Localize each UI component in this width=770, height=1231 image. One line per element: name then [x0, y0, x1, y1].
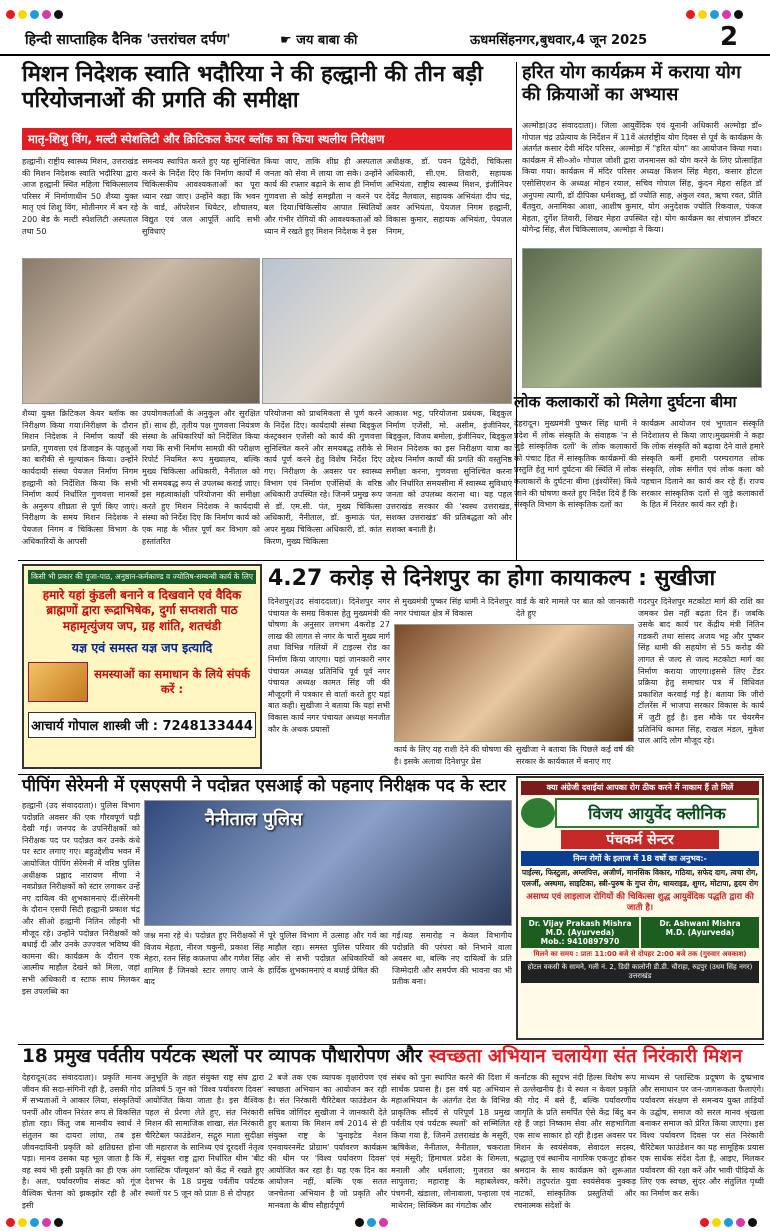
story6-col2: अनुभूति के तहत संयुक्त राष्ट्र संघ द्वारा प्रतिवर्ष 5 जून को 'विश्व पर्यावरण दिवस' आयोजित किया जाता है। इस वैश्विक पहल से प्रेरणा लेते हुए, संत निरंकारी मिशन की सामाजिक शाखा, संत निरंकारी चैरिटेबल फाउंडेशन, सद्गुरु माता सुदीक्षा जी महाराज के सानिध्य एवं दूरदर्शी नेतृत्व में, संयुक्त राष्ट्र द्वारा निर्धारित थीम 'बीट प्लास्टिक पॉल्यूशन' को केंद्र में रखते हुए देशभर के 18 प्रमुख पर्वतीय पर्यटक स्थलों पर 5 जून को प्रातः 8 से दोपहर	[145, 1073, 264, 1198]
astrology-ad-cta: समस्याओं का समाधान के लिये संपर्क करें :	[94, 666, 250, 696]
story6-headline: 18 प्रमुख पर्वतीय पर्यटक स्थलों पर व्यापक पौधारोपण और स्वच्छता अभियान चलायेगा संत निरंकारी मिशन	[22, 1046, 743, 1067]
story5-col1: हल्द्वानी (उद संवाददाता)। पुलिस विभाग पदोन्नति अवसर की एक गौरवपूर्ण घड़ी देखी गई। जनपद के उपनिरीक्षकों को निरीक्षक पद पर पदोन्नत कर उनके कंधे पर स्टार लगाए गए। बहुउद्देशीय भवन में आयोजित पीपिंग सेरेमनी में वरिष्ठ पुलिस अधीक्षक प्रह्लाद नारायण मीणा ने नवप्रोन्नत निरीक्षकों को स्टार लगाकर उन्हें नए दायित्व की शुभकामनाएं दीं।सेरेमनी के दौरान एसपी सिटी हल्द्वानी प्रकाश चंद्र और सीओ हल्द्वानी नितिन लोहनी भी मौजूद रहे। उन्होंने पदोन्नत निरीक्षकों को बधाई दी और उनके उज्ज्वल भविष्य की कामना की। कार्यक्रम के दौरान एक आत्मीय माहौल देखने को मिला, जहां सभी अधिकारी व स्टाफ साथ मिलकर इस उपलब्धि का	[22, 801, 140, 996]
page-header	[0, 20, 770, 56]
story3-headline: लोक कलाकारों को मिलेगा दुर्घटना बीमा	[514, 393, 737, 411]
ayurveda-ad	[516, 776, 764, 1040]
story6-col3: 2 बजे तक एक व्यापक वृक्षारोपण एवं स्वच्छता अभियान का आयोजन कर रही है। संत निरंकारी चैरिटेबल फाउंडेशन के सचिव जोगिंदर सुखीजा ने जानकारी देते हुए बताया कि मिशन वर्ष 2014 से ही संयुक्त राष्ट्र के 'युनाइटेड नेशन एनवायरनमेंट प्रोग्राम' पर्यावरण कार्यक्रम की थीम पर 'विश्व पर्यावरण दिवस' आयोजित कर रहा है। यह एक दिन का आयोजन नहीं, बल्कि एक सतत जनचेतना अभियान है जो प्रकृति और मानवता के बीच सौहार्दपूर्ण	[268, 1073, 387, 1210]
story1-photo-right	[262, 258, 512, 404]
story2-body: अल्मोड़ा(उद संवाददाता)। जिला आयुर्वेदिक एवं यूनानी अधिकारी अल्मोड़ा डॉ० गोपाल चंद्र उप्रेत्याय के निर्देशन में 11वें अंतर्राष्ट्रीय योग दिवस से पूर्व के कार्यक्रम के अंतर्गत कसार देवी मंदिर परिसर, अल्मोड़ा में "हरित योग" का आयोजन किया गया। कार्यक्रम में सी०ओ० गोपाल जोशी द्वारा जनमानस को योग करने के लिए प्रोत्साहित किया गया। कार्यक्रम में मंदिर परिसर अध्यक्ष किशन सिंह मेहरा, कसार होटल एसोसिएशन के अध्यक्ष मोहन रयाल, सचिव गोपाल सिंह, कुंदन मेहरा सहित डॉ अनुपमा त्यागी, डॉ दीपिका धर्मशक्तु, डॉ ज्योति साह, अंकुल रवत, ऋचा रवत, प्रीति बैंतवुरा, अनामिका आशा, आशीष कुमार, योग अनुदेशक ज्योति रिकवाल, पंकज मेहता, दुर्गेश तिवारी, शिखर मेहरा उपस्थित रहे। योग कार्यक्रम का संचालन डॉक्टर योगेन्द्र सिंह, सैल चिकित्सालय, अल्मोड़ा ने किया।	[522, 121, 762, 235]
dateline: ऊधमसिंहनगर,बुधवार,4 जून 2025	[470, 33, 648, 48]
story6-col5: कर्नाटक की स्तूपभ नंदी हिल्स विशेष रूप से उल्लेखनीय है। ये स्थल न केवल प्रकृति की गोद में बसे हैं, बल्कि पर्यावरणीय जागृति के प्रति समर्पित ऐसे केंद्र बिंदु बन रहे हैं जहां निष्काम सेवा और सहभागिता एक साथ साकार हो रही है।इस अवसर पर मिशन के स्वयंसेवक, सेवादल सदस्य, श्रद्धालु एवं स्थानीय नागरिक एकजुट होकर श्रमदान के साथ कार्यक्रम को शुरूआत करेंगे। तदुपरांत युवा स्वयंसेवक नुक्कड़ नाटकों, सांस्कृतिक प्रस्तुतियों और रचनात्मक संदेशों के	[514, 1073, 636, 1210]
story1-col2: समन्वय स्थापित करते हुए यह सुनिश्चित करने के निर्देश दिए कि निर्माण कार्यों में चिकित्सकीय आवश्यकताओं का पूरा ध्यान रखा जाए। उन्होंने कहा कि भवन के वार्ड, ऑपरेशन थियेटर, शौचालय, विद्युत एवं जल आपूर्ति आदि सभी सुविधाएं	[142, 157, 260, 236]
story1-col4: अधीक्षक, डॉ. पवन द्विवेदी, चिकित्सा अधिकारी, सी.एम. तिवारी, सहायक अभियंता, राष्ट्रीय स्वास्थ्य मिशन, इंजीनियर देवेंद्र नैलवाल, सहायक अभियंता दीप चंद्र, अवर अभियंता, पेयजल निगम हल्द्वानी, विकास कुमार, सहायक अभियंता, पेयजल निगम,	[386, 157, 512, 236]
bottom-dots-right	[700, 1212, 760, 1231]
story4-headline: 4.27 करोड़ से दिनेशपुर का होगा कायाकल्प : सुखीजा	[268, 566, 716, 591]
ayurveda-ad-services: पाईल्स, फिस्टुला, अम्लपित्त, अजीर्ण, मानसिक विकार, गठिया, सफेद दाग, त्वचा रोग, एलर्जी, अस्थमा, साइटिका, स्त्री-पुरुष के गुप्त रोग, थायराइड, शुगर, मोटापा, हृदय रोग	[521, 868, 759, 888]
story1-subhead: मातृ-शिशु विंग, मल्टी स्पेशलिटी और क्रिटिकल केयर ब्लॉक का किया स्थलीय निरीक्षण	[22, 128, 512, 150]
story6-col4: संबंध को पुनः स्थापित करने की दिशा में सार्थक प्रयास है। इस वर्ष यह अभियान महाअभियान के अंतर्गत देश के विभिन्न प्राकृतिक सौंदर्य से परिपूर्ण 18 प्रमुख पर्वतीय एवं पर्यटक स्थलों' को सम्मिलित किया गया है, जिनमें उत्तराखंड के मसूरी, ऋषिकेश, नैनीताल, नैनीताल, चकराता एवं मंसूरी; हिमाचल प्रदेश के शिमला, मनाली और धर्मशाला; गुजरात का सापुतारा; महाराष्ट्र के महाबलेश्वर, पंचगनी, खंडाला, लोनावाला, पन्हाला एवं माथेरान; सिक्किम का गंगटोक और	[391, 1073, 510, 1210]
ayurveda-logo-icon	[521, 798, 555, 828]
doctor1-phone: Mob.: 9410897970	[540, 936, 620, 946]
slogan: ☛ जय बाबा की	[280, 33, 358, 48]
story4-col1: दिनेशपुर(उद संवाददाता)। दिनेशपुर नगर पंचायत के समग्र विकास हेतु मुख्यमंत्री की घोषणा के अनुसार लगभग 4करोड़ 27 लाख की लागत से नगर के चारों मुख्य मार्ग तथा विभिन्न गलियों में टाइल्स रोड का निर्माण किया जाएगा। यहां जानकारी नगर पंचायत अध्यक्ष प्रतिनिधि पूर्व पूर्व नगर पंचायत अध्यक्ष कामत सिंह जी की मौजूदगी में पत्रकार से वार्ता करते हुए यहां बात कही। सुखीजा ने बताया कि यहां सभी विकास कार्य नगर पंचायत अध्यक्ष मनजीत कौर के अथक प्रयासों	[268, 597, 390, 734]
ayurveda-ad-tag: क्या अंग्रेजी दवाईयां आपका रोग ठीक करने में नाकाम हैं तो मिलें	[521, 781, 759, 795]
story5-headline: पीपिंग सेरेमनी में एसएसपी ने पदोन्नत एसआई को पहनाए निरीक्षक पद के स्टार	[22, 776, 506, 796]
story4-col4: सुखीजा ने बताया कि पिछले कई वर्ष की सरकार के कार्यकाल में बनाए गए	[516, 745, 634, 766]
story1-col3: किया जाए, ताकि शीघ्र ही अस्पताल जनता को सेवा में लाया जा सके। उन्होंने कार्य की रफ्तार बढ़ाने के साथ ही निर्माण गुणवत्ता से कोई समझौता न करने पर बल दिया।चिकित्सीय आपात स्थितियों और गंभीर रोगियों की आवश्यकताओं को ध्यान में रखते हुए मिशन निदेशक ने इस	[264, 157, 382, 236]
story4-col2: से मुख्यमंत्री पुष्कर सिंह धामी ने दिनेशपुर नगर पंचायत क्षेत्र में विकास	[394, 597, 512, 618]
story5-col3: पूरे पुलिस विभाग में उत्साह और गर्व का माहौल रहा। समस्त पुलिस परिवार की ओर से सभी पदोन्नत अधिकारियों को हार्दिक शुभकामनाएं व बधाई प्रेषित की	[268, 931, 388, 975]
story4-photo	[394, 624, 634, 742]
astrology-ad-topline: किसी भी प्रकार की पूजा-पाठ, अनुष्ठान-कर्मकाण्ड व ज्योतिष-सम्बन्धी कार्य के लिए	[28, 570, 256, 584]
page-number: 2	[720, 22, 739, 52]
story2-headline: हरित योग कार्यक्रम में कराया योग की क्रियाओं का अभ्यास	[522, 62, 741, 105]
doctor2-name: Dr. Ashwani Mishra	[659, 918, 741, 928]
story1-headline: मिशन निदेशक स्वाति भदौरिया ने की हल्द्वानी की तीन बड़ी परियोजनाओं की प्रगति की समीक्षा	[22, 62, 483, 114]
bottom-dots-center	[355, 1212, 391, 1231]
story4-col6: गदरपुर दिनेशपुर मटकोटा मार्ग की राशि का जमकर प्रेस नहीं बढ़ता दिन हैं। जबकि उसके बाद कार्य पर केंद्रीय मंत्री नितिन गडकरी तथा सांसद अजय भट्ट और पुष्कर सिंह धामी की सहयोग से 55 करोड़ की लागत से जल्द से जल्द मटकोटा मार्ग का निर्माण कराया जाएगा।इससे लिए टेंडर प्रक्रिया हेतु समाचार पत्र में विधिवत प्रकाशित करवाई गई है। बताया कि जीरो टॉलरेंस में भाजपा सरकार विकास के कार्य में जुटी हुई है। इस मौके पर चेयरमैन प्रतिनिधि कामत सिंह, राखल मंडल, मुकेश पाल आदि लोग मौजूद रहे।	[638, 597, 764, 746]
story1-low4: आकाश भट्ट, परियोजना प्रबंधक, बिड्कुल निर्माण एजेंसी, मो. असीम, इंजीनियर, बिड्कुल, विजय बमोला, इंजीनियर, बिड्कुल मिशन निदेशक का इस निरीक्षण यात्रा का उद्देश्य निर्माण कार्यों की प्रगति की वस्तुनिष्ठ समीक्षा करना, गुणवत्ता सुनिश्चित करना और निर्धारित समयसीमा में स्वास्थ्य सुविधाएं जनता को उपलब्ध कराना था। यह पहल उत्तराखंड सरकार की 'स्वस्थ उत्तराखंड, सशक्त उत्तराखंड' की प्रतिबद्धता को और सशक्त बनाती है।	[386, 409, 512, 534]
astrology-ad-contact: आचार्य गोपाल शास्त्री जी : 7248133444	[28, 712, 256, 738]
ayurveda-ad-intro: निम्न रोगों के इलाज में 18 वर्षो का अनुभव:-	[521, 851, 759, 866]
story6-col6: माध्यम से प्लास्टिक प्रदूषण के दुष्प्रभाव और समाधान पर जन-जागरूकता फैलाएंगे।पर्यावरण संरक्षण से समन्वय युक्त ताड़ियों के उद्घोष, समाज को सरल मानव श्रृंखला बनाकर समाज को प्रेरित किया जाएगा। इस विश्व पर्यावरण दिवस पर संत निरंकारी चैरिटेबल फाउंडेशन का यह सामूहिक प्रयास एक सार्थक संदेश देता है, आइए, मिलकर पर्यावरण की रक्षा करें और भावी पीढ़ियों के लिए एक स्वच्छ, सुंदर और संतुलित पृथ्वी का निर्माण कर सकें।	[640, 1073, 764, 1198]
doctor1-degree: M.D. (Ayurveda)	[545, 927, 615, 937]
ayurveda-ad-subtitle: पंचकर्म सेन्टर	[561, 830, 719, 849]
story5-col4: गई।यह समारोह न केवल विभागीय पदोन्नति की परंपरा को निभाने वाला अवसर था, बल्कि नए दायित्वों के प्रति जिम्मेदारी और समर्पण की भावना का भी प्रतीक बना।	[392, 931, 512, 987]
ayurveda-ad-title: विजय आयुर्वेद क्लीनिक	[555, 798, 759, 828]
hand-icon: ☛	[280, 33, 292, 48]
story1-low3: परियोजना को प्राथमिकता से पूर्ण करने के निर्देश दिए। कार्यदायी संस्था बिड्कुल कंस्ट्रक्शन एजेंसी को कार्य की गुणवत्ता सुनिश्चित करने और समयबद्ध तरीके से कार्य पूर्ण करने हेतु विशेष निर्देश दिए गए। निरीक्षण के अवसर पर स्वास्थ्य विभाग एवं निर्माण एजेंसियों के वरिष्ठ अधिकारी उपस्थित रहे। जिनमें प्रमुख रूप से डॉ. एम.सी. पंत, मुख्य चिकित्सा अधिकारी, नैनीताल, डॉ. कुमाऊं पंत, अपर मुख्य चिकित्सा अधिकारी, डॉ. कांत किरण, मुख्य चिकित्सा	[264, 409, 382, 546]
bottom-dots-left	[6, 1212, 66, 1231]
story1-col1: हल्द्वानी। राष्ट्रीय स्वास्थ्य मिशन, उत्तराखंड की मिशन निदेशक स्वाति भदौरिया द्वारा आज हल्द्वानी स्थित महिला चिकित्सालय परिसर में निर्माणाधीन 50 शैय्या युक्त मातृ एवं शिशु विंग, मोतीनगर में बन रहे 200 बेड के मल्टी स्पेशलिटी अस्पताल तथा 50	[22, 157, 138, 236]
story5-photo	[144, 800, 512, 926]
story4-col7: वार्ड के बारे मामले पर बात को जानकारी देते हुए	[516, 597, 634, 618]
kundali-icon	[28, 662, 88, 702]
story1-photo-left	[22, 258, 260, 404]
ayurveda-ad-address: होटल वकसी के सामने, गली नं. 2, डिग्री कालोनी डी.डी. चौराहा, रुद्रपुर (उधम सिंह नगर) उत्तराखंड	[521, 961, 759, 983]
story3-col2: कार्यक्रम आयोजन एवं भुगतान संस्कृति निदेशालय से किया जाए।मुख्यमंत्री ने कहा कि लोक संस्कृति को बढ़ावा देने वाले हमारे संस्कृति कर्मी हमारी परम्परागत लोक संस्कृति, लोक संगीत एवं लोक कला को पहचान दिलाने का कार्य कर रहे हैं। राज्य सरकार सांस्कृतिक दलों से जुड़े कलाकारों के हित में निरंतर कार्य कर रही है।	[641, 419, 764, 510]
doctor2-degree: M.D. (Ayurveda)	[665, 927, 735, 937]
astrology-ad	[22, 564, 262, 769]
paper-name: हिन्दी साप्ताहिक दैनिक 'उत्तरांचल दर्पण'	[25, 32, 231, 48]
police-banner: नैनीताल पुलिस	[205, 809, 303, 830]
astrology-ad-yagya: यज्ञ एवं समस्त यज्ञ जप इत्यादि	[71, 639, 213, 655]
story1-low1: शैय्या युक्त क्रिटिकल केयर ब्लॉक का निरीक्षण किया गया।निरीक्षण के दौरान मिशन निदेशक ने निर्माण कार्यों की प्रगति, गुणवत्ता एवं डिजाइन के पहलुओं का बारीकी से मूल्यांकन किया। उन्होंने कार्यदायी संस्था पेयजल निर्माण निगम हल्द्वानी को निर्देशित किया कि सभी निर्माण कार्य निर्धारित गुणवत्ता मानकों के अनुरूप शीघ्रता से पूर्ण किए जाएं।निरीक्षण के समय मिशन निदेशक ने पेयजल निगम व चिकित्सा विभाग के अधिकारियों के आपसी	[22, 409, 138, 546]
story3-col1: देहरादून। मुख्यमंत्री पुष्कर सिंह धामी ने प्रदेश में लोक संस्कृति के संवाहक 'न से जुड़े सांस्कृतिक दलों' के लोक कलाकारों को पंचाट हित में सांस्कृतिक कार्यक्रमों की प्रस्तुति हेतु मार्ग दुर्घटना की स्थिति में लोक कलाकारों के दुर्घटना बीमा (इंश्योरेंस) किये जाने की घोषणा करते हुए निर्देश दिये हैं कि संस्कृति विभाग के सांस्कृतिक दलों का	[514, 419, 637, 510]
story6-col1: देहरादून(उद संवाददाता)। प्रकृति मानव जीवन की सदा-संगिनी रही है, उसकी गोद में सभ्यताओं ने आकार लिया, संस्कृतियों पनपीं और जीवन निरंतर रूप से विकसित होता रहा। किंतु जब मानवीय स्वार्थ ने संतुलन का दायरा लांघा, तब इस जीवनदायिनी प्रकृति को क्षतिग्रस्त होना पड़ा। मानव उसका यह भूल जाता है कि वह स्वयं भी इसी प्रकृति का ही एक अंग है। अतः, पर्यावरणीय संकट को गूंज वैश्विक चेतना को झकझोर रही है और इसी	[22, 1073, 141, 1210]
ayurveda-ad-slogan: असाध्य एवं लाइलाज रोगियों की चिकित्सा शुद्ध आयुर्वेदिक पद्धति द्वारा की जाती है।	[526, 891, 754, 913]
ayurveda-ad-timing: मिलने का समय : प्रातः 11:00 बजे से दोपहर 2:00 बजे तक (गुरुवार अवकाश)	[533, 949, 747, 958]
story5-col2: जश्न मना रहे थे। पदोन्नत हुए निरीक्षकों में विजय मेहता, नीरज चकुनी, प्रकाश सिंह मेहरा, रतन सिंह कफ़लपा और गणेश सिंह शामिल हैं जिनको स्टार लगाए जाने के बाद	[144, 931, 264, 987]
story4-col3: कार्य के लिए यह राशी देने की घोषणा की है। इसके अलावा दिनेशपुर प्रेस	[394, 745, 512, 766]
astrology-ad-services: हमारे यहां कुंडली बनाने व दिखवाने एवं वैदिक ब्राह्मणों द्वारा रूद्राभिषेक, दुर्गा सप्तशती पाठ महामृत्युंजय जप, ग्रह शांति, शतचंडी	[42, 587, 242, 633]
doctor1-name: Dr. Vijay Prakash Mishra	[528, 918, 632, 928]
story2-yoga-photo	[522, 248, 762, 388]
story1-low2: उपयोगकर्ताओं के अनुकूल और सुरक्षित हों। साथ ही, तृतीय पक्ष गुणवत्ता नियंत्रण संस्था के अधिकारियों को निर्देशित किया गया कि सभी निर्माण सामग्री की परीक्षण रिपोर्ट नियमित रूप मुख्यालय, बल्कि मुख्य चिकित्सा अधिकारी, नैनीताल को भी समयबद्ध रूप से उपलब्ध कराई जाए। इस महत्वाकांक्षी परियोजना की समीक्षा करते हुए मिशन निदेशक ने कार्यदायी संस्था को निर्देश दिए कि निर्माण कार्य को एक माह के भीतर पूर्ण कर विभाग को हस्तांतरित	[142, 409, 260, 546]
